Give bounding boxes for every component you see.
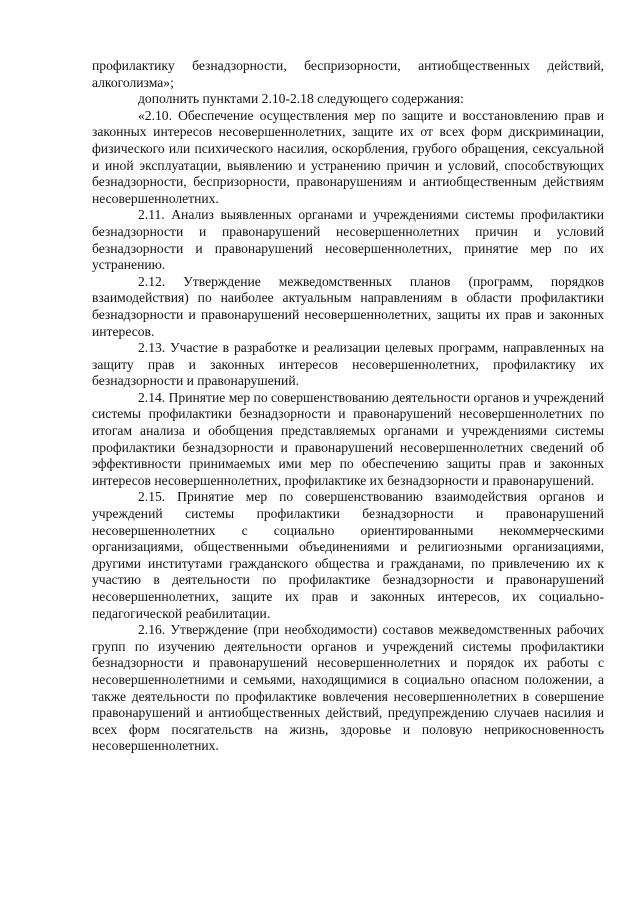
paragraph-continuation: профилактику безнадзорности, беспризорности, антиобщественных действий, алкоголизма»; bbox=[92, 58, 604, 90]
paragraph-item-2-12: 2.12. Утверждение межведомственных планов (программ, порядков взаимодействия) по наиболее актуальным направлениям в области профилактики безнадзорности и правонарушений несовершеннолетних, защиты их прав и законных интересов. bbox=[92, 273, 604, 339]
paragraph-item-2-14: 2.14. Принятие мер по совершенствованию деятельности органов и учреждений системы профилактики безнадзорности и правонарушений несовершеннолетних по итогам анализа и обобщения представляемых органами и учреждениями системы профилактики безнадзорности и правонарушений несовершеннолетних сведений об эффективности принимаемых ими мер по обеспечению защиты прав и законных интересов несовершеннолетних, профилактике их безнадзорности и правонарушений. bbox=[92, 389, 604, 488]
paragraph-item-2-11: 2.11. Анализ выявленных органами и учреждениями системы профилактики безнадзорности и правонарушений несовершеннолетних причин и условий безнадзорности и правонарушений несовершеннолетних, принятие мер по их устранению. bbox=[92, 207, 604, 273]
paragraph-item-2-16: 2.16. Утверждение (при необходимости) составов межведомственных рабочих групп по изучению деятельности органов и учреждений системы профилактики безнадзорности и правонарушений несовершеннолетних и порядок их работы с несовершеннолетними и семьями, находящимися в социально опасном положении, а также деятельности по профилактике вовлечения несовершеннолетних в совершение правонарушений и антиобщественных действий, предупреждению случаев насилия и всех форм посягательств на жизнь, здоровье и половую неприкосновенность несовершеннолетних. bbox=[92, 622, 604, 754]
paragraph-amendment-intro: дополнить пунктами 2.10-2.18 следующего содержания: bbox=[138, 91, 464, 107]
document-page bbox=[92, 58, 604, 755]
paragraph-item-2-15: 2.15. Принятие мер по совершенствованию взаимодействия органов и учреждений системы профилактики безнадзорности и правонарушений несовершеннолетних с социально ориентированными некоммерческими организациями, общественными объединениями и религиозными организациями, другими институтами гражданского общества и гражданами, по привлечению их к участию в деятельности по профилактике безнадзорности и правонарушений несовершеннолетних, защите их прав и законных интересов, их социально-педагогической реабилитации. bbox=[92, 489, 604, 621]
paragraph-item-2-13: 2.13. Участие в разработке и реализации целевых программ, направленных на защиту прав и законных интересов несовершеннолетних, профилактику их безнадзорности и правонарушений. bbox=[92, 340, 604, 389]
paragraph-item-2-10: «2.10. Обеспечение осуществления мер по защите и восстановлению прав и законных интересов несовершеннолетних, защите их от всех форм дискриминации, физического или психического насилия, оскорбления, грубого обращения, сексуальной и иной эксплуатации, выявлению и устранению причин и условий, способствующих безнадзорности, беспризорности, правонарушениям и антиобщественным действиям несовершеннолетних. bbox=[92, 107, 604, 206]
